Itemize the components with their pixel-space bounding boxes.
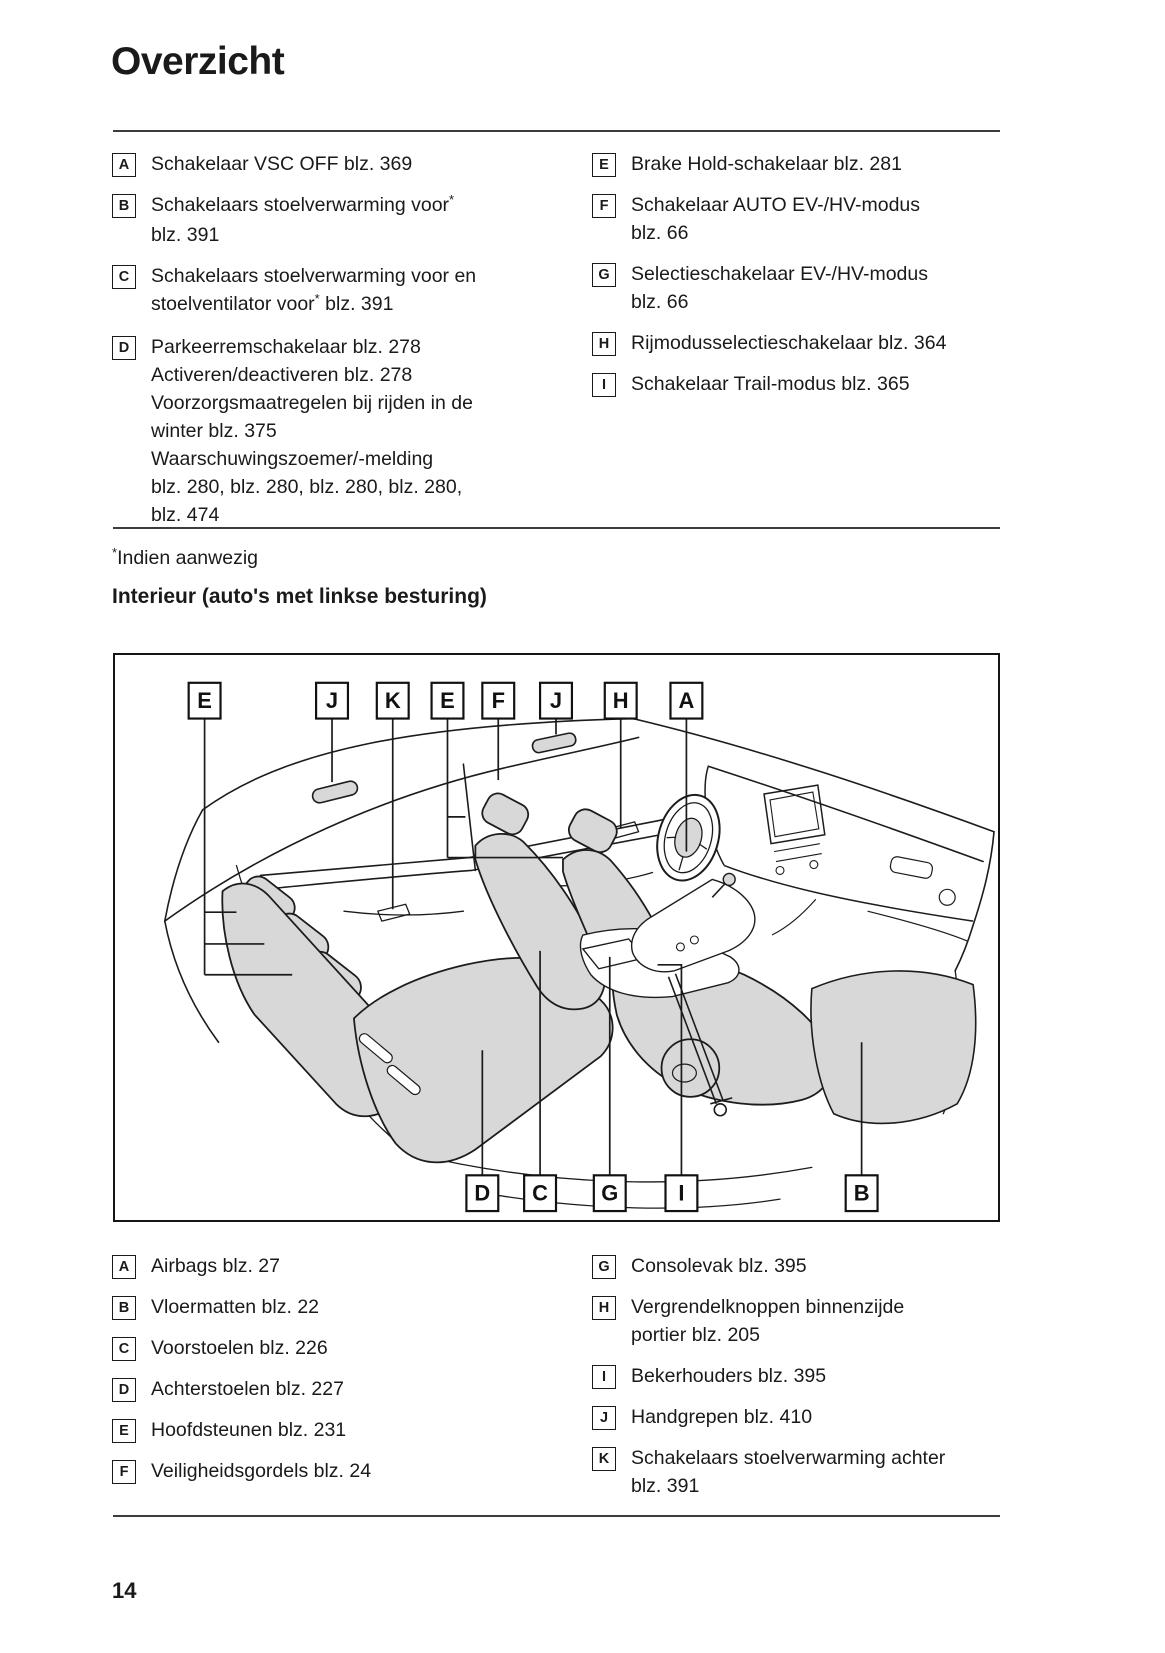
item-text-line: Selectieschakelaar EV-/HV-modus [631,263,928,285]
item-text-line: Schakelaars stoelverwarming achter [631,1447,946,1469]
diagram-label-C [524,1175,556,1211]
item-key-badge: K [592,1447,616,1471]
footnote: *Indien aanwezig [112,545,258,569]
diagram-label-G [594,1175,626,1211]
item-text [151,1334,328,1362]
legend-item [592,191,1012,247]
item-key-badge: E [592,153,616,177]
diagram-label-I [666,1175,698,1211]
item-text [151,191,454,249]
legend-item [112,333,587,529]
item-text-line: winter blz. 375 [151,420,277,442]
legend-item [112,1252,587,1280]
divider-rule-top [113,130,1000,132]
item-text [151,150,412,178]
item-key-badge: G [592,263,616,287]
item-text-line: Achterstoelen blz. 227 [151,1378,344,1400]
divider-rule-bottom [113,1515,1000,1517]
item-text-line: Hoofdsteunen blz. 231 [151,1419,347,1441]
section-heading: Interieur (auto's met linkse besturing) [112,585,487,608]
asterisk-footnote-marker: * [112,545,118,560]
item-text [631,1252,807,1280]
legend-item [592,1444,1012,1500]
legend-item [112,191,587,249]
grab-handles [311,732,577,804]
diagram-label-K [377,683,409,719]
legend-item [592,1362,1012,1390]
item-text-line: Schakelaar VSC OFF blz. 369 [151,153,413,175]
item-text-line: Vloermatten blz. 22 [151,1296,320,1318]
item-key-badge: B [112,1296,136,1320]
diagram-label-letter: A [678,688,695,714]
diagram-label-letter: E [440,688,455,714]
legend-item [592,1293,1012,1349]
diagram-label-A [670,683,702,719]
interior-diagram-svg [115,655,998,1220]
item-text-line: blz. 66 [631,291,689,313]
diagram-label-letter: J [549,688,563,714]
legend-item [592,260,1012,316]
item-text [151,1416,346,1444]
item-text [631,370,910,398]
item-text [151,1457,371,1485]
item-text-line: Handgrepen blz. 410 [631,1406,813,1428]
item-text-line: portier blz. 205 [631,1324,760,1346]
legend-item [112,262,587,320]
item-text-line: Schakelaars stoelverwarming voor* [151,192,455,216]
item-key-badge: H [592,332,616,356]
page-number: 14 [112,1578,137,1603]
item-text-line: Waarschuwingszoemer/-melding [151,448,434,470]
legend-item [112,1416,587,1444]
item-text [151,262,476,320]
front-floor-mat [811,971,976,1123]
item-text [151,1252,280,1280]
item-text [631,1362,826,1390]
legend-item [112,1457,587,1485]
overview-legend-left [112,150,587,542]
steering-wheel [648,787,730,887]
diagram-label-E [189,683,221,719]
item-key-badge: I [592,373,616,397]
legend-item [112,1334,587,1362]
diagram-label-letter: C [532,1180,548,1206]
diagram-label-E [432,683,464,719]
item-text-line: blz. 391 [151,224,220,246]
item-key-badge: J [592,1406,616,1430]
legend-item [592,1403,1012,1431]
item-text-line: Parkeerremschakelaar blz. 278 [151,336,421,358]
item-text-line: blz. 474 [151,504,220,526]
legend-item [592,1252,1012,1280]
item-text [631,1403,812,1431]
item-text [151,1375,344,1403]
diagram-label-letter: B [853,1180,870,1206]
item-key-badge: A [112,153,136,177]
item-key-badge: B [112,194,136,218]
legend-item [592,370,1012,398]
item-text [631,1293,904,1349]
diagram-label-letter: D [474,1180,491,1206]
diagram-label-letter: K [384,688,401,714]
diagram-label-B [846,1175,878,1211]
diagram-label-letter: H [612,688,629,714]
diagram-label-D [466,1175,498,1211]
diagram-label-J [540,683,572,719]
interior-diagram [113,653,1000,1222]
item-key-badge: C [112,265,136,289]
divider-rule-middle [113,527,1000,529]
diagram-label-letter: E [197,688,212,714]
item-text [151,1293,319,1321]
item-key-badge: H [592,1296,616,1320]
item-text-line: Schakelaars stoelverwarming voor en [151,265,477,287]
page-title: Overzicht [111,40,285,83]
item-text-line: Voorzorgsmaatregelen bij rijden in de [151,392,473,414]
diagram-label-J [316,683,348,719]
item-text-line: Activeren/deactiveren blz. 278 [151,364,413,386]
item-text-line: Voorstoelen blz. 226 [151,1337,328,1359]
item-text-line: blz. 391 [631,1475,700,1497]
item-key-badge: D [112,1378,136,1402]
overview-legend-right [592,150,1012,411]
item-text [631,260,928,316]
diagram-label-F [482,683,514,719]
item-text [631,329,946,357]
diagram-label-H [605,683,637,719]
item-text-line: Rijmodusselectieschakelaar blz. 364 [631,332,947,354]
asterisk-footnote-marker: * [314,291,320,306]
item-key-badge: F [592,194,616,218]
item-text [631,191,920,247]
diagram-label-letter: G [601,1180,619,1206]
item-text-line: stoelventilator voor* blz. 391 [151,291,394,315]
diagram-label-letter: I [678,1180,685,1206]
item-key-badge: E [112,1419,136,1443]
center-console [632,873,755,971]
legend-item [112,150,587,178]
legend-item [592,329,1012,357]
interior-legend-right [592,1252,1012,1513]
legend-item [112,1293,587,1321]
item-text-line: Schakelaar AUTO EV-/HV-modus [631,194,921,216]
item-key-badge: D [112,336,136,360]
item-text-line: blz. 280, blz. 280, blz. 280, blz. 280, [151,476,463,498]
item-text-line: Veiligheidsgordels blz. 24 [151,1460,372,1482]
interior-legend-left [112,1252,587,1498]
item-key-badge: F [112,1460,136,1484]
item-key-badge: G [592,1255,616,1279]
item-text [631,150,902,178]
item-text [631,1444,945,1500]
item-key-badge: C [112,1337,136,1361]
diagram-label-letter: F [491,688,505,714]
item-text-line: Airbags blz. 27 [151,1255,280,1277]
item-key-badge: A [112,1255,136,1279]
legend-item [112,1375,587,1403]
diagram-label-letter: J [325,688,339,714]
item-text-line: Consolevak blz. 395 [631,1255,807,1277]
item-text-line: Schakelaar Trail-modus blz. 365 [631,373,910,395]
asterisk-footnote-marker: * [449,192,455,207]
legend-item [592,150,1012,178]
item-text-line: blz. 66 [631,222,689,244]
item-key-badge: I [592,1365,616,1389]
item-text [151,333,473,529]
item-text-line: Brake Hold-schakelaar blz. 281 [631,153,902,175]
item-text-line: Bekerhouders blz. 395 [631,1365,827,1387]
item-text-line: Vergrendelknoppen binnenzijde [631,1296,905,1318]
